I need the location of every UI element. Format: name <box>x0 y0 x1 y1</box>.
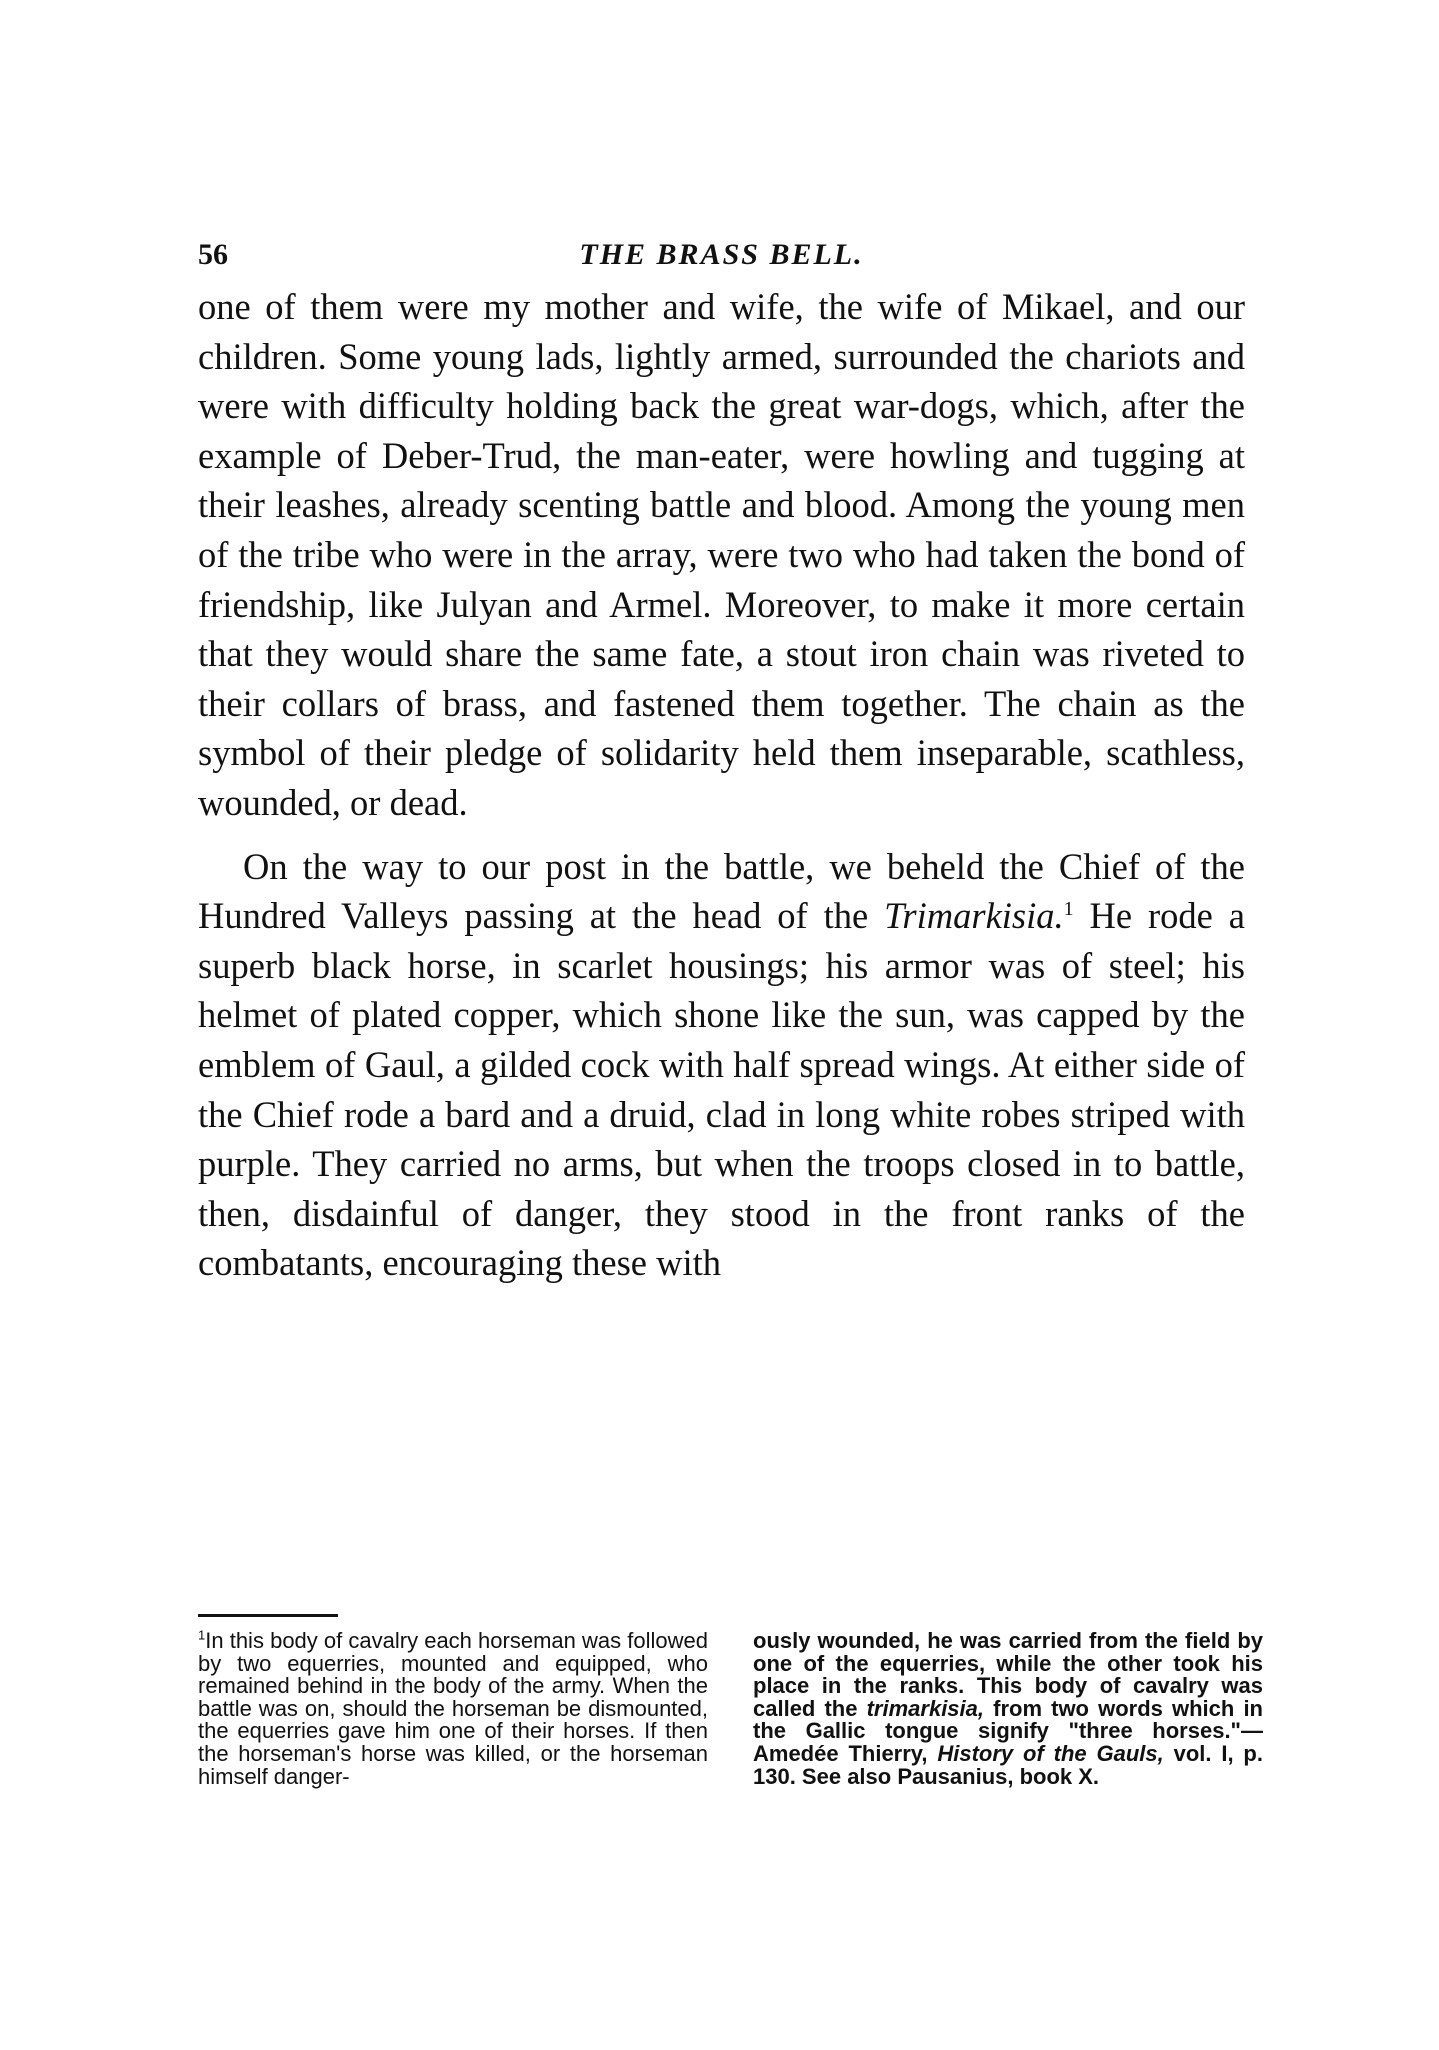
footnote-right-column <box>753 1630 1263 1788</box>
footnote-reference: 1 <box>1063 897 1074 920</box>
footnote-book-title: History of the Gauls, <box>937 1740 1164 1766</box>
paragraph-2 <box>198 842 1245 1288</box>
footnote-marker: 1 <box>198 1627 206 1643</box>
page-number: 56 <box>198 238 228 271</box>
paragraph-2-part-1: On the way to our post in the battle, we beheld the Chief of the Hundred Valleys passing at the head of the <box>198 845 1245 937</box>
page-header <box>198 238 1245 278</box>
footnote-right-part-1: ously wounded, he was carried from the field by one of the equerries, while the other took his place in the ranks. This body of cavalry was called the <box>753 1628 1263 1721</box>
footnote-right-part-3: vol. I, p. 130. See also Pausanius, book X. <box>753 1740 1263 1789</box>
trimarkisia-term: Trimarkisia. <box>884 895 1064 937</box>
footnote-divider <box>198 1614 338 1617</box>
footnote <box>198 1627 1263 1930</box>
paragraph-2-part-2: He rode a superb black horse, in scarlet housings; his armor was of steel; his helmet of plated copper, which shone like the sun, was capped by the emblem of Gaul, a gilded cock with half spread wings. At either side of the Chief rode a bard and a druid, clad in long white robes striped with purple. They carried no arms, but when the troops closed in to battle, then, disdainful of danger, they stood in the front ranks of the combatants, encouraging these with <box>198 895 1245 1284</box>
running-title: THE BRASS BELL. <box>579 238 864 271</box>
footnote-left-text: In this body of cavalry each horseman was followed by two equerries, mounted and equipped, who remained behind in the body of the army. When the battle was on, should the horseman be dismounted, the equerries gave him one of their horses. If then the horseman's horse was killed, or the horseman himself danger- <box>198 1628 708 1789</box>
footnote-right-part-2: from two words which in the Gallic tongue signify "three horses."—Amedée Thierry, <box>753 1695 1263 1766</box>
footnote-left-column <box>198 1627 708 1789</box>
footnote-term: trimarkisia, <box>866 1695 984 1721</box>
body-text <box>198 282 1245 1288</box>
paragraph-1: one of them were my mother and wife, the wife of Mikael, and our children. Some young lads, lightly armed, surrounded the chariots and were with difficulty holding back the great war-dogs, which, after the example of Deber-Trud, the man-eater, were howling and tugging at their leashes, already scenting battle and blood. Among the young men of the tribe who were in the array, were two who had taken the bond of friendship, like Julyan and Armel. Moreover, to make it more certain that they would share the same fate, a stout iron chain was riveted to their collars of brass, and fastened them together. The chain as the symbol of their pledge of solidarity held them inseparable, scathless, wounded, or dead. <box>198 286 1245 823</box>
